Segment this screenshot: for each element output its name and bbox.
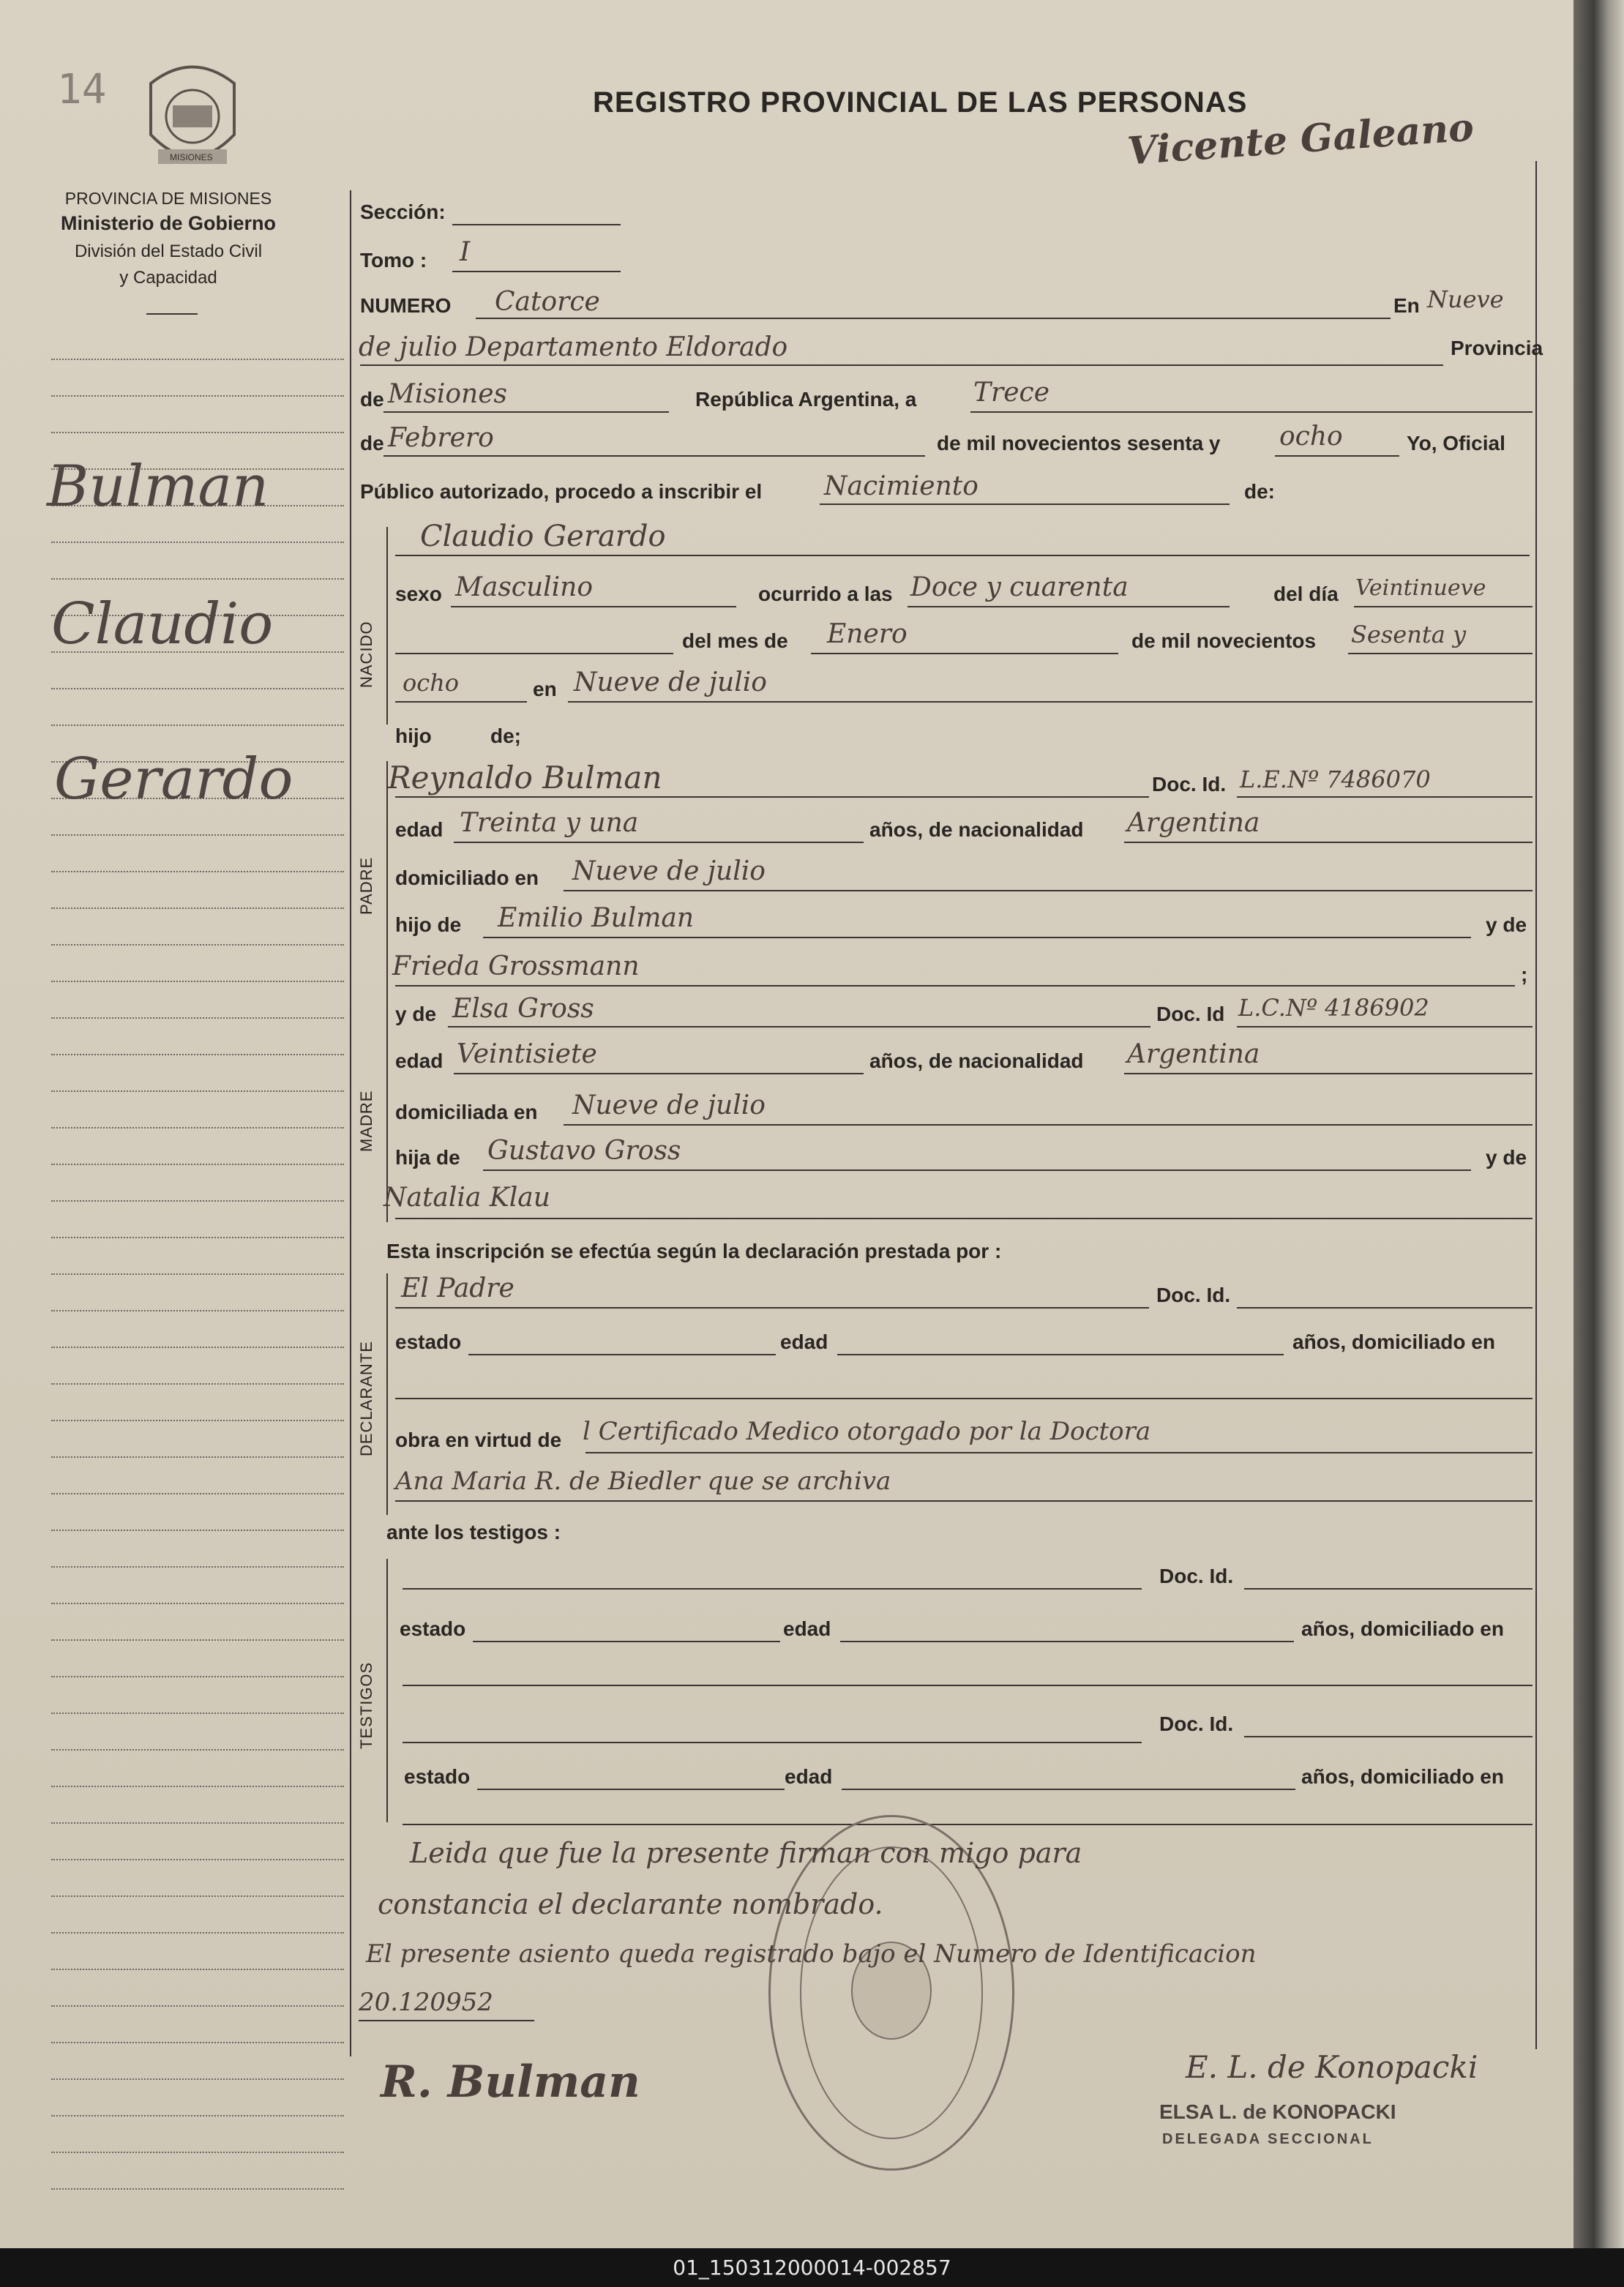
- label-del-mes: del mes de: [682, 629, 788, 652]
- line-edad-testigo-1: [840, 1641, 1294, 1642]
- line-abuelo: [483, 937, 1471, 938]
- stamp-title: DELEGADA SECCIONAL: [1162, 2131, 1374, 2147]
- line-doc-madre: [1237, 1026, 1533, 1028]
- line-obra: [585, 1452, 1533, 1453]
- line-hora: [908, 606, 1230, 607]
- label-y-de-padre: y de: [1486, 913, 1527, 936]
- declarante-border: [386, 1273, 388, 1515]
- page-title: REGISTRO PROVINCIAL DE LAS PERSONAS: [593, 86, 1248, 119]
- line-departamento: [360, 364, 1443, 366]
- line-abuela: [395, 985, 1515, 987]
- value-doc-padre: L.E.Nº 7486070: [1240, 766, 1431, 793]
- line-declarante: [395, 1307, 1149, 1309]
- label-nac-madre: años, de nacionalidad: [869, 1049, 1084, 1072]
- label-doc-padre: Doc. Id.: [1152, 773, 1227, 796]
- line-edad-padre: [454, 842, 864, 843]
- line-anio-nac-2: [395, 701, 527, 703]
- line-estado-testigo-1: [473, 1641, 780, 1642]
- label-de: de: [360, 388, 384, 411]
- value-edad-madre: Veintisiete: [457, 1039, 597, 1069]
- margin-first-name: Claudio: [51, 591, 274, 657]
- line-doc-declarante: [1237, 1307, 1533, 1309]
- value-anio: ocho: [1279, 422, 1343, 452]
- closing-line-3: El presente asiento queda registrado bajo el Numero de Identificacion: [366, 1939, 1257, 1969]
- label-seccion: Sección:: [360, 201, 446, 223]
- division-name: División del Estado Civil: [74, 242, 263, 261]
- signature-official: E. L. de Konopacki: [1186, 2049, 1478, 2085]
- label-dom-testigo-1: años, domiciliado en: [1301, 1617, 1504, 1640]
- division-name-2: y Capacidad: [119, 268, 217, 288]
- label-doc-declarante: Doc. Id.: [1156, 1284, 1231, 1306]
- line-testigo-2: [403, 1742, 1142, 1743]
- label-padre: PADRE: [357, 856, 375, 915]
- label-numero: NUMERO: [360, 294, 452, 317]
- stamp-name: ELSA L. de KONOPACKI: [1159, 2100, 1396, 2123]
- line-anio-nac: [1348, 653, 1533, 654]
- label-dom-padre: domiciliado en: [395, 866, 539, 889]
- line-abuelo-m: [483, 1169, 1471, 1171]
- line-nac-madre: [1124, 1073, 1533, 1074]
- label-edad-testigo-2: edad: [785, 1765, 833, 1788]
- value-dom-padre: Nueve de julio: [572, 856, 766, 886]
- label-nac-padre: años, de nacionalidad: [869, 818, 1084, 841]
- line-nac-padre: [1124, 842, 1533, 843]
- book-binding: [1574, 0, 1624, 2248]
- line-dom-testigo-2: [403, 1824, 1533, 1825]
- label-publico: Público autorizado, procedo a inscribir el: [360, 480, 763, 503]
- label-esta-inscripcion: Esta inscripción se efectúa según la declaración prestada por :: [386, 1240, 1002, 1262]
- value-dia: Trece: [973, 378, 1049, 408]
- label-hijo: hijo: [395, 725, 432, 747]
- form-right-border: [1535, 161, 1537, 2049]
- label-hijo-de-padre: hijo de: [395, 913, 462, 936]
- line-estado-testigo-2: [477, 1789, 785, 1790]
- label-mil-novecientos-nac: de mil novecientos: [1131, 629, 1317, 652]
- value-abuela: Frieda Grossmann: [392, 951, 640, 981]
- label-del-dia: del día: [1273, 583, 1339, 605]
- margin-second-name: Gerardo: [54, 746, 293, 812]
- label-declarante: DECLARANTE: [357, 1341, 375, 1456]
- value-hora: Doce y cuarenta: [910, 572, 1129, 602]
- label-obra: obra en virtud de: [395, 1429, 562, 1451]
- label-dom-madre: domiciliada en: [395, 1101, 538, 1123]
- label-edad-madre: edad: [395, 1049, 444, 1072]
- label-tomo: Tomo :: [360, 249, 427, 272]
- line-blank-nac: [395, 653, 673, 654]
- closing-line-4: 20.120952: [359, 1988, 493, 2017]
- line-doc-padre: [1237, 796, 1533, 798]
- value-mes: Febrero: [388, 423, 494, 453]
- value-dom-madre: Nueve de julio: [572, 1090, 766, 1120]
- line-lugar: [568, 701, 1533, 703]
- line-doc-testigo-1: [1244, 1588, 1533, 1590]
- page-number: 14: [57, 66, 107, 113]
- emblem-text: MISIONES: [170, 152, 213, 162]
- value-tomo: I: [460, 237, 471, 267]
- padre-border: [386, 761, 388, 1003]
- line-dom-declarante: [395, 1398, 1533, 1399]
- label-estado-testigo-2: estado: [404, 1765, 471, 1788]
- value-numero: Catorce: [495, 287, 600, 317]
- semicolon-padre: ;: [1521, 963, 1528, 986]
- margin-surname: Bulman: [47, 454, 269, 520]
- value-nac-padre: Argentina: [1127, 808, 1260, 838]
- label-doc-testigo-1: Doc. Id.: [1159, 1565, 1234, 1587]
- value-abuelo: Emilio Bulman: [498, 903, 695, 933]
- label-edad-declarante: edad: [780, 1330, 828, 1353]
- label-madre: MADRE: [357, 1090, 375, 1152]
- signature-declarante: R. Bulman: [381, 2056, 640, 2108]
- label-edad-testigo-1: edad: [783, 1617, 831, 1640]
- label-nacido: NACIDO: [357, 621, 375, 688]
- line-numero: [476, 318, 1391, 319]
- value-padre: Reynaldo Bulman: [388, 760, 662, 796]
- label-de-semicolon: de;: [490, 725, 521, 747]
- line-tomo: [452, 271, 621, 272]
- nacido-border: [386, 527, 388, 725]
- line-acto: [820, 504, 1230, 505]
- form-left-border: [350, 190, 351, 2056]
- line-dom-padre: [564, 890, 1533, 891]
- label-estado-declarante: estado: [395, 1330, 462, 1353]
- ministry-name: Ministerio de Gobierno: [60, 212, 277, 234]
- label-y-de-madre: y de: [395, 1003, 437, 1025]
- value-anio-nac-2: ocho: [403, 669, 460, 697]
- label-de-colon: de:: [1244, 480, 1275, 503]
- line-estado-declarante: [468, 1354, 776, 1355]
- label-de-mes: de: [360, 432, 384, 454]
- label-en: En: [1393, 294, 1420, 317]
- line-nombre: [395, 555, 1530, 556]
- image-identifier: 01_150312000014-002857: [0, 2248, 1624, 2287]
- value-abuela-m: Natalia Klau: [383, 1183, 550, 1213]
- value-madre: Elsa Gross: [452, 994, 594, 1024]
- value-en: Nueve: [1427, 285, 1504, 313]
- label-dom-testigo-2: años, domiciliado en: [1301, 1765, 1504, 1788]
- label-doc-testigo-2: Doc. Id.: [1159, 1713, 1234, 1735]
- line-mes: [383, 455, 925, 457]
- line-provincia: [383, 411, 669, 413]
- value-edad-padre: Treinta y una: [460, 808, 639, 838]
- value-departamento: de julio Departamento Eldorado: [359, 332, 788, 362]
- label-doc-madre: Doc. Id: [1156, 1003, 1225, 1025]
- value-anio-nac: Sesenta y: [1351, 621, 1467, 648]
- label-mil-novecientos: de mil novecientos sesenta y: [937, 432, 1221, 454]
- label-provincia: Provincia: [1451, 337, 1543, 359]
- value-acto: Nacimiento: [824, 471, 978, 501]
- line-seccion: [452, 224, 621, 225]
- line-edad-testigo-2: [842, 1789, 1295, 1790]
- label-testigos: TESTIGOS: [357, 1661, 375, 1749]
- line-padre: [395, 796, 1149, 798]
- label-ocurrido: ocurrido a las: [758, 583, 893, 605]
- value-obra-1: l Certificado Medico otorgado por la Doctora: [583, 1417, 1151, 1446]
- value-abuelo-m: Gustavo Gross: [487, 1136, 681, 1166]
- line-obra-2: [395, 1500, 1533, 1502]
- closing-line-1: Leida que fue la presente firman con migo para: [410, 1837, 1082, 1869]
- value-nac-madre: Argentina: [1127, 1039, 1260, 1069]
- line-edad-madre: [454, 1073, 864, 1074]
- line-anio: [1275, 455, 1399, 457]
- label-hija-de: hija de: [395, 1146, 460, 1169]
- line-dia-nac: [1354, 606, 1533, 607]
- line-id-number: [359, 2020, 534, 2021]
- line-edad-declarante: [837, 1354, 1284, 1355]
- label-edad-padre: edad: [395, 818, 444, 841]
- label-sexo: sexo: [395, 583, 442, 605]
- label-estado-testigo-1: estado: [400, 1617, 466, 1640]
- value-provincia: Misiones: [388, 379, 508, 409]
- label-dom-declarante: años, domiciliado en: [1292, 1330, 1495, 1353]
- province-name: PROVINCIA DE MISIONES: [64, 189, 272, 208]
- label-y-de-madre-2: y de: [1486, 1146, 1527, 1169]
- value-lugar: Nueve de julio: [574, 667, 767, 697]
- value-sexo: Masculino: [455, 572, 594, 602]
- testigos-border: [386, 1559, 388, 1822]
- value-declarante: El Padre: [401, 1273, 514, 1303]
- value-nombre: Claudio Gerardo: [420, 520, 666, 553]
- label-ante-testigos: ante los testigos :: [386, 1521, 561, 1543]
- line-abuela-m: [395, 1218, 1533, 1219]
- label-en-lugar: en: [533, 678, 557, 700]
- line-dom-madre: [564, 1124, 1533, 1126]
- label-yo-oficial: Yo, Oficial: [1407, 432, 1505, 454]
- value-mes-nac: Enero: [827, 619, 908, 649]
- top-signature: Vicente Galeano: [1126, 105, 1475, 174]
- closing-line-2: constancia el declarante nombrado.: [378, 1888, 883, 1920]
- value-doc-madre: L.C.Nº 4186902: [1238, 994, 1429, 1022]
- line-madre: [448, 1026, 1150, 1028]
- value-obra-2: Ana Maria R. de Biedler que se archiva: [395, 1467, 891, 1496]
- label-republica: República Argentina, a: [695, 388, 917, 411]
- line-testigo-1: [403, 1588, 1142, 1590]
- line-doc-testigo-2: [1244, 1736, 1533, 1737]
- divider: [146, 313, 198, 315]
- line-mes-nac: [811, 653, 1118, 654]
- line-dia: [970, 411, 1533, 413]
- value-dia-nac: Veintinueve: [1355, 575, 1486, 601]
- line-sexo: [451, 606, 736, 607]
- line-dom-testigo-1: [403, 1685, 1533, 1686]
